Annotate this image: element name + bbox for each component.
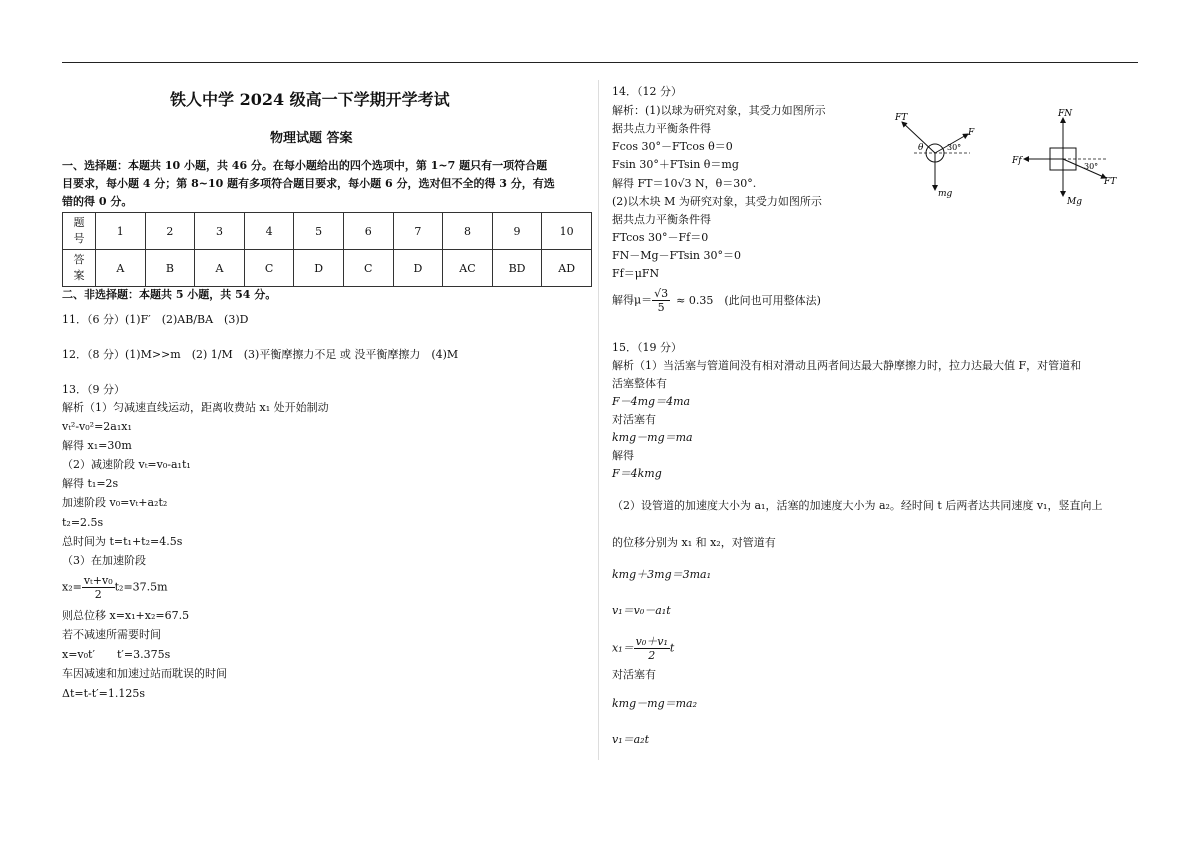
exam-subtitle: 物理试题 答案 [270, 131, 353, 146]
q15-formula: v₁＝v₀－a₁t [612, 604, 671, 617]
q13-line: 解得 x₁=30m [62, 439, 132, 452]
q13-line: 总时间为 t=t₁+t₂=4.5s [62, 535, 183, 548]
q15-line: （2）设管道的加速度大小为 a₁，活塞的加速度大小为 a₂。经时间 t 后两者达共同速度 v₁，竖直向上 [612, 499, 1103, 512]
answer-cell: AD [542, 250, 592, 287]
q15-formula: F＝4kmg [612, 467, 662, 480]
ball-force-diagram [880, 98, 990, 208]
q13-formula-x2: x₂= $\frac{\text{vₜ+v₀}}{2}$ t₂=37.5m [62, 574, 168, 601]
q14-line: 据共点力平衡条件得 [612, 213, 711, 226]
q14-line: FN－Mg－FTsin 30°＝0 [612, 249, 741, 262]
q15-line: 对活塞有 [612, 668, 656, 681]
question-number: 8 [443, 213, 493, 250]
exam-title: 铁人中学 2024 级高一下学期开学考试 [170, 90, 450, 109]
q15-formula: kmg－mg＝ma [612, 431, 693, 444]
q13-line: 加速阶段 v₀=vₜ+a₂t₂ [62, 496, 168, 509]
section2-desc: 二、非选择题：本题共 5 小题，共 54 分。 [62, 288, 277, 301]
answer-cell: C [244, 250, 294, 287]
label-mg: mg [938, 189, 953, 199]
section1-desc-line1: 一、选择题：本题共 10 小题，共 46 分。在每小题给出的四个选项中，第 1~7 题只有一项符合题 [62, 159, 548, 172]
q13-heading: 13．（9 分） [62, 383, 125, 396]
q13-line: （2）减速阶段 vₜ=v₀-a₁t₁ [62, 458, 191, 471]
section1-desc-line2: 目要求，每小题 4 分；第 8~10 题有多项符合题目要求，每小题 6 分，选对但不全的得 3 分，有选 [62, 177, 555, 190]
header-rule [62, 62, 1138, 63]
q13-line: 则总位移 x=x₁+x₂=67.5 [62, 609, 190, 622]
q13-line: 若不减速所需要时间 [62, 628, 161, 641]
question-number: 3 [195, 213, 245, 250]
q14-line: 解得 FT＝10√3 N，θ＝30°. [612, 177, 757, 190]
label-f: F [968, 128, 975, 138]
q14-line: Fcos 30°－FTcos θ＝0 [612, 140, 733, 153]
answer-table [62, 212, 592, 287]
label-ft: FT [895, 113, 908, 123]
q14-line: 解析：(1)以球为研究对象，其受力如图所示 [612, 104, 826, 117]
row-header-question: 题号 [63, 213, 96, 250]
question-number: 2 [145, 213, 195, 250]
question-number: 1 [96, 213, 146, 250]
column-divider [598, 80, 599, 760]
q15-line: 对活塞有 [612, 413, 656, 426]
q13-line: x=v₀t′ t′=3.375s [62, 648, 171, 661]
answer-cell: A [195, 250, 245, 287]
q14-formula-mu: 解得μ＝ $\frac{√3}{5}$ ≈ 0.35 (此问也可用整体法) [612, 287, 821, 314]
label-theta: θ [918, 143, 924, 153]
table-row [63, 213, 592, 250]
q15-formula: kmg－mg＝ma₂ [612, 697, 698, 710]
label-angle: 30° [1084, 162, 1099, 171]
q13-line: 车因减速和加速过站而耽误的时间 [62, 667, 227, 680]
q15-heading: 15．（19 分） [612, 341, 682, 354]
label-mg: Mg [1067, 197, 1082, 207]
answer-cell: BD [492, 250, 542, 287]
q12-answer: 12．（8 分）(1)M>>m (2) 1/M (3)平衡摩擦力不足 或 没平衡摩擦力 (4)M [62, 348, 459, 361]
q13-line: （3）在加速阶段 [62, 554, 146, 567]
q14-line: Fsin 30°＋FTsin θ＝mg [612, 158, 739, 171]
row-header-answer: 答案 [63, 250, 96, 287]
block-force-diagram [1010, 100, 1130, 210]
answer-cell: AC [443, 250, 493, 287]
q13-line: vₜ²-v₀²=2a₁x₁ [62, 420, 132, 433]
question-number: 5 [294, 213, 344, 250]
q13-line: 解析（1）匀减速直线运动，距离收费站 x₁ 处开始制动 [62, 401, 329, 414]
answer-cell: B [145, 250, 195, 287]
label-angle: 30° [947, 143, 962, 152]
table-row [63, 250, 592, 287]
q15-formula-x1: x₁＝ $\frac{\text{v₀＋v₁}}{2}$ t [612, 635, 675, 662]
q14-line: FTcos 30°－Ff＝0 [612, 231, 709, 244]
question-number: 7 [393, 213, 443, 250]
q15-line: 活塞整体有 [612, 377, 667, 390]
answer-cell: D [393, 250, 443, 287]
q15-formula: F－4mg＝4ma [612, 395, 691, 408]
q13-line: t₂=2.5s [62, 516, 104, 529]
label-fn: FN [1058, 109, 1073, 119]
q13-line: Δt=t-t′=1.125s [62, 687, 145, 700]
answer-cell: C [343, 250, 393, 287]
q14-line: 据共点力平衡条件得 [612, 122, 711, 135]
q15-formula: v₁＝a₂t [612, 733, 650, 746]
q15-formula: kmg＋3mg＝3ma₁ [612, 568, 712, 581]
q15-line: 解得 [612, 449, 634, 462]
answer-cell: D [294, 250, 344, 287]
q11-answer: 11．（6 分）(1)F′ (2)AB/BA (3)D [62, 313, 249, 326]
question-number: 6 [343, 213, 393, 250]
question-number: 4 [244, 213, 294, 250]
q13-line: 解得 t₁=2s [62, 477, 119, 490]
q14-line: (2)以木块 M 为研究对象，其受力如图所示 [612, 195, 822, 208]
label-ft: FT [1104, 177, 1117, 187]
q15-line: 的位移分别为 x₁ 和 x₂，对管道有 [612, 536, 776, 549]
question-number: 9 [492, 213, 542, 250]
question-number: 10 [542, 213, 592, 250]
section1-desc-line3: 错的得 0 分。 [62, 195, 133, 208]
q14-heading: 14．（12 分） [612, 85, 682, 98]
q15-line: 解析（1）当活塞与管道间没有相对滑动且两者间达最大静摩擦力时，拉力达最大值 F，对管道和 [612, 359, 1082, 372]
label-ff: Ff [1012, 156, 1022, 166]
q14-line: Ff＝μFN [612, 267, 660, 280]
answer-cell: A [96, 250, 146, 287]
